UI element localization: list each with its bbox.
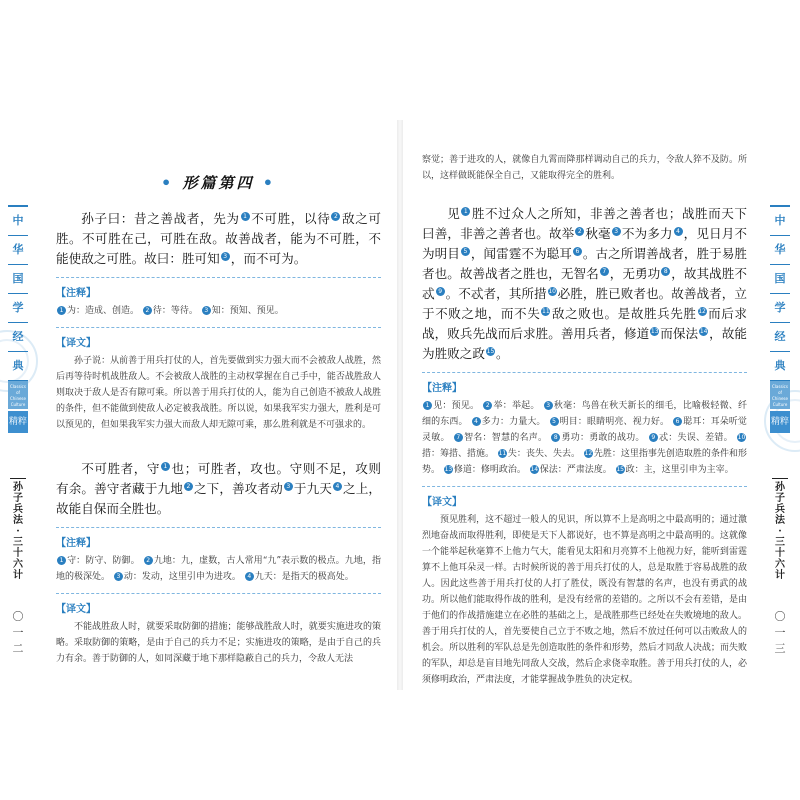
- side-tab-char: 华: [770, 236, 790, 265]
- note-marker: 1: [161, 462, 170, 471]
- page-number-left: 〇 一 二: [12, 610, 24, 655]
- note-marker: 14: [530, 466, 539, 473]
- note-marker: 8: [661, 267, 670, 276]
- note-marker: 1: [423, 401, 432, 410]
- translation-text: 孙子说：从前善于用兵打仗的人，首先要做到实力强大而不会被敌人战胜，然后再等待时机战胜敌人。不会被敌人战胜的主动权掌握在自己手中，能否战胜敌人则取决于敌人是否有隙可乘。所以善于用兵打仗的人，能为自己创造不被敌人战胜的条件，但不能做到使敌人必定被我战胜。所以说，如果我军实力强大，胜利是可以预见的，但如果我军实力强大而敌人却无隙可乘，那么胜利就是不可强求的。: [56, 356, 381, 430]
- series-side-tab-right: [770, 205, 790, 433]
- note-marker: 4: [674, 227, 683, 236]
- side-tab-char: 学: [770, 294, 790, 323]
- side-tab-char: 国: [8, 265, 28, 294]
- chapter-title: • 形篇第四 •: [161, 173, 276, 192]
- note-marker: 1: [461, 207, 470, 216]
- note-marker: 7: [454, 433, 463, 442]
- side-tab-char: 典: [8, 352, 28, 381]
- right-page: [422, 152, 747, 698]
- series-side-tab-left: [8, 205, 28, 433]
- translation-label: 【译文】: [422, 497, 462, 508]
- translation-section: [56, 327, 381, 433]
- translation-continued: 察觉；善于进攻的人，就像自九霄而降那样调动自己的兵力，令敌人猝不及防。所以，这样做既能保全自己，又能取得完全的胜利。: [422, 155, 747, 181]
- note-marker: 7: [600, 267, 609, 276]
- translation-label: 【译文】: [56, 604, 96, 615]
- note-marker: 15: [486, 347, 495, 355]
- side-tab-label: 精粹: [8, 411, 28, 433]
- translation-text: 预见胜利，这不超过一般人的见识，所以算不上是高明之中最高明的；通过激烈地奋战而取得胜利，即使是天下人都说好，也不算是高明之中最高明的。这就像一个能举起秋毫算不上他力气大，能看见太阳和月亮算不上他视力好，能听到雷霆算不上他耳朵灵一样。古时候所说的善于用兵打仗的人，总是取胜于容易战胜的敌人。因此这些善于用兵打仗的人打了胜仗，既没有智慧的名声，也没有勇武的战功。所以他们能取得作战的胜利，是没有经常的差错的。之所以不会有差错，是由于他们的作战措施建立在必胜的基础之上，是战胜那些已经处在失败境地的敌人。善于用兵打仗的人，首先要使自己立于不败之地，然后不放过任何可以击败敌人的机会。所以胜利的军队总是先创造取胜的条件和形势，然后才同敌人决战；而失败的军队，却总是盲目地先同敌人交战，然后企求侥幸取胜。善于用兵打仗的人，必须修明政治，严肃法度，才能掌握战争胜负的决定权。: [422, 515, 747, 685]
- side-tab-char: 经: [8, 323, 28, 352]
- notes-section: [422, 372, 747, 478]
- translation-section: [56, 593, 381, 667]
- side-tab-english: Classics of Chinese Culture: [8, 381, 28, 409]
- note-marker: 4: [245, 572, 254, 581]
- side-tab-char: 国: [770, 265, 790, 294]
- note-marker: 5: [461, 247, 470, 256]
- note-marker: 2: [144, 556, 153, 565]
- page-number-right: 〇 一 三: [774, 610, 786, 655]
- side-tab-char: 学: [8, 294, 28, 323]
- note-marker: 3: [544, 401, 553, 410]
- note-marker: 2: [575, 227, 584, 236]
- side-tab-char: 中: [8, 205, 28, 236]
- note-marker: 6: [573, 247, 582, 256]
- notes-list: 1 见：预见。 2 举：举起。 3 秋毫：鸟兽在秋天新长的细毛，比喻极轻微、纤细的东西。 4 多力：力量大。 5 明目：眼睛明亮、视力好。 6 聪耳：耳朵听觉灵敏。 7 智名：智慧的名声。 8 勇功：勇敢的战功。 9 忒：失误、差错。 10措：筹措、措施。 11 失：丧失、失去。 12 先胜：这里指事先创造取胜的条件和形势。 13 修道：修明政治。 14 保法：严肃法度。 15 政：主，这里引申为主宰。: [422, 401, 747, 475]
- original-passage: 孙子曰：昔之善战者，先为 1 不可胜，以待 2 敌之可胜。不可胜在己，可胜在敌。故善战者，能为不可胜，不能使敌之可胜。故曰：胜可知 3 ，而不可为。: [56, 211, 382, 266]
- note-marker: 4: [472, 417, 481, 426]
- title-bullet-icon: •: [161, 173, 175, 192]
- note-marker: 13: [650, 327, 659, 335]
- note-marker: 3: [221, 252, 230, 261]
- side-tab-english: Classics of Chinese Culture: [770, 381, 790, 409]
- notes-list: 1 为：造成、创造。 2 待：等待。 3 知：预知、预见。: [56, 303, 381, 319]
- note-marker: 13: [444, 466, 453, 473]
- note-marker: 12: [698, 307, 706, 315]
- note-marker: 2: [143, 306, 152, 315]
- notes-section: [56, 277, 381, 319]
- note-marker: 2: [184, 482, 193, 491]
- note-marker: 6: [673, 417, 682, 426]
- note-marker: 5: [550, 417, 559, 426]
- notes-label: 【注释】: [56, 538, 96, 549]
- note-marker: 15: [616, 466, 624, 473]
- note-marker: 1: [57, 556, 66, 565]
- side-tab-char: 经: [770, 323, 790, 352]
- side-tab-char: 华: [8, 236, 28, 265]
- note-marker: 9: [649, 433, 658, 442]
- notes-section: [56, 527, 381, 585]
- side-tab-char: 典: [770, 352, 790, 381]
- side-tab-char: 中: [770, 205, 790, 236]
- translation-text: 不能战胜敌人时，就要采取防御的措施；能够战胜敌人时，就要实施进攻的策略。采取防御的策略，是由于自己的兵力不足；实施进攻的策略，是由于自己的兵力有余。善于防御的人，如同深藏于地下那样隐蔽自己的兵力，令敌人无法: [56, 622, 381, 664]
- note-marker: 2: [331, 212, 340, 221]
- side-tab-label: 精粹: [770, 411, 790, 433]
- left-page: [56, 150, 381, 677]
- note-marker: 10: [737, 434, 746, 441]
- note-marker: 8: [551, 433, 560, 442]
- notes-list: 1 守：防守、防御。 2 九地：九，虚数，古人常用“九”表示数的极点。九地，指地的极深处。 3 动：发动，这里引申为进攻。 4 九天：是指天的极高处。: [56, 556, 381, 582]
- translation-label: 【译文】: [56, 338, 96, 349]
- note-marker: 14: [699, 327, 708, 335]
- notes-label: 【注释】: [56, 288, 96, 299]
- note-marker: 2: [483, 401, 492, 410]
- original-passage: 不可胜者，守 1 也；可胜者，攻也。守则不足，攻则有余。善守者藏于九地 2 之下，善攻者动 3 于九天 4 之上，故能自保而全胜也。: [56, 461, 382, 516]
- note-marker: 1: [57, 306, 66, 315]
- title-bullet-icon: •: [262, 173, 276, 192]
- note-marker: 10: [548, 287, 556, 295]
- page-gutter: [397, 120, 403, 690]
- note-marker: 4: [333, 482, 342, 491]
- original-passage: 见 1 胜不过众人之所知，非善之善者也；战胜而天下曰善，非善之善者也。故举 2 秋毫 3 不为多力 4 ，见日月不为明目 5 ，闻雷霆不为聪耳 6 。古之所谓善战者，胜于易胜者也。故善战者之胜也，无智名 7 ，无勇功 8 ，故其战胜不忒 9 。不忒者，其所措 10 必胜，胜已败者也。故善战者，立于不败之地，而不失 11 敌之败也。是故胜兵先胜 12 而后求战，败兵先战而后求胜。善用兵者，修道 13 而保法 14 ，故能为胜败之政 15 。: [422, 206, 748, 361]
- note-marker: 1: [241, 212, 250, 221]
- note-marker: 3: [612, 227, 621, 236]
- book-title-vertical-left: 孙 子 兵 法 · 三 十 六 计: [10, 478, 26, 581]
- note-marker: 12: [584, 450, 593, 457]
- book-title-vertical-right: 孙 子 兵 法 · 三 十 六 计: [772, 478, 788, 581]
- notes-label: 【注释】: [422, 383, 462, 394]
- note-marker: 3: [114, 572, 123, 581]
- note-marker: 3: [284, 482, 293, 491]
- translation-section: [422, 486, 747, 688]
- note-marker: 11: [498, 450, 507, 457]
- note-marker: 11: [542, 307, 550, 315]
- note-marker: 9: [436, 287, 445, 296]
- note-marker: 3: [202, 306, 211, 315]
